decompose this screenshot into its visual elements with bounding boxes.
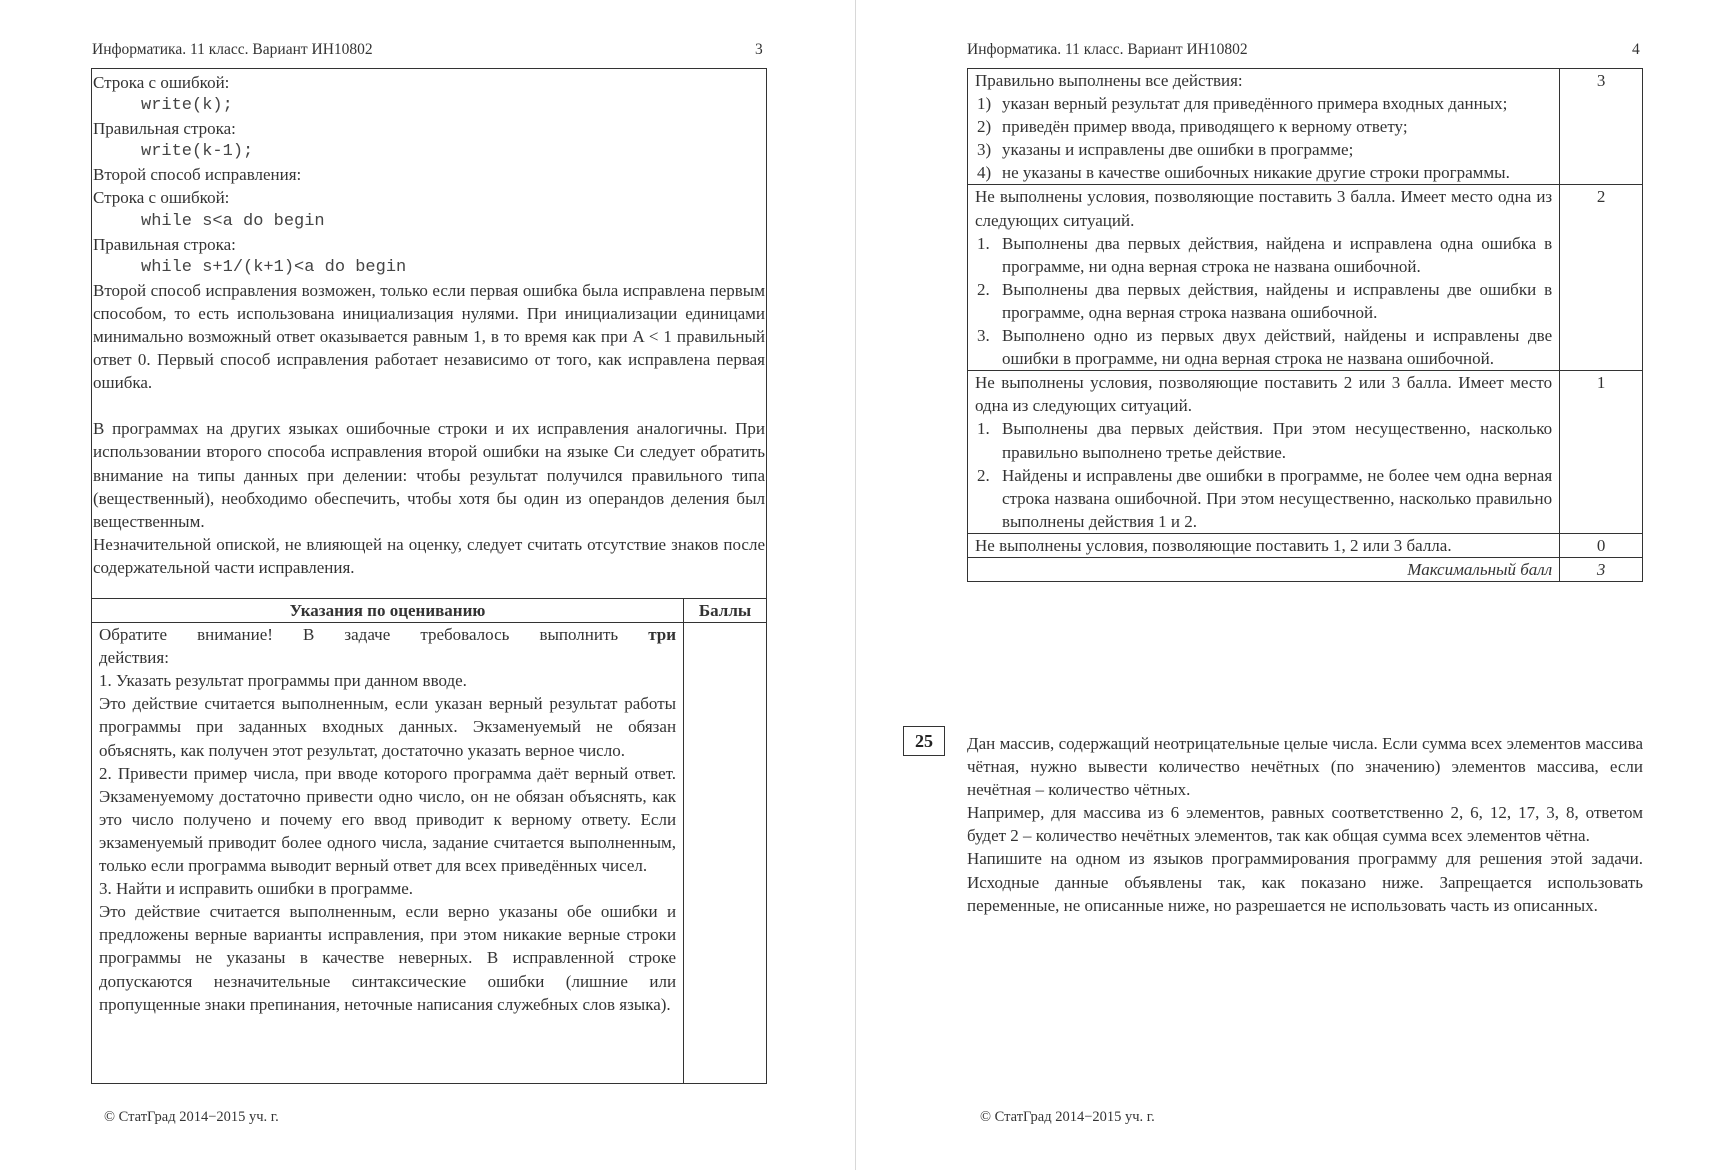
max-score-value: 3 (1560, 557, 1643, 581)
explanation-paragraph: В программах на других языках ошибочные строки и их исправления аналогичны. При использовании второго способа исправления второй ошибки на языке Си следует обратить внимание на типы данных при делении: чтобы результат получился правильного типа (вещественный), необходимо обеспечить, чтобы хотя бы один из операндов деления был вещественным. (93, 419, 765, 531)
score-cell: 1 (1560, 371, 1643, 534)
max-score-label: Максимальный балл (968, 557, 1560, 581)
correct-line-label: Правильная строка: (93, 234, 236, 254)
list-item: 2. Выполнены два первых действия, найдены и исправлены две ошибки в программе, одна верная строка названа ошибочной. (977, 279, 1553, 322)
criteria-intro: Не выполнены условия, позволяющие поставить 2 или 3 балла. Имеет место одна из следующих ситуаций. (975, 373, 1553, 416)
list-item: 1. Выполнены два первых действия. При этом несущественно, насколько правильно выполнено третье действие. (977, 419, 1553, 462)
copyright: © СтатГрад 2014−2015 уч. г. (104, 1109, 279, 1125)
code-line: write(k-1); (141, 142, 254, 162)
explanation-paragraph: Незначительной опиской, не влияющей на оценку, следует считать отсутствие знаков после содержательной части исправления. (93, 534, 765, 577)
task-paragraph: Дан массив, содержащий неотрицательные целые числа. Если сумма всех элементов массива чётная, нужно вывести количество нечётных (по значению) элементов массива, если нечётная – количество чётных. (967, 734, 1643, 800)
step-text: 2. Привести пример числа, при вводе которого программа даёт верный ответ. Экзаменуемому достаточно привести одно число, он не обязан объяснять, как это число получено и почему его ввод приводит к верному ответу. Если экзаменуемый приводит более одного числа, задание считается выполненным, только если программа выводит верный ответ для всех приведённых чисел. (99, 763, 677, 876)
step-text: Это действие считается выполненным, если указан верный результат работы программы при заданных входных данных. Экзаменуемый не обязан объяснять, как получен этот результат, достаточно указать верное число. (99, 694, 677, 760)
code-line: while s+1/(k+1)<a do begin (141, 257, 407, 277)
step-title: 3. Найти и исправить ошибки в программе. (99, 879, 414, 899)
list-item: 4) не указаны в качестве ошибочных никакие другие строки программы. (977, 163, 1510, 183)
right-page (856, 0, 1710, 1170)
criteria-intro: Не выполнены условия, позволяющие поставить 3 балла. Имеет место одна из следующих ситуаций. (975, 187, 1553, 230)
notice-emphasis: три (648, 625, 677, 645)
step-title: 1. Указать результат программы при данном вводе. (99, 671, 467, 691)
running-head: Информатика. 11 класс. Вариант ИН10802 (92, 41, 373, 58)
code-line: write(k); (141, 96, 233, 116)
grading-table (91, 598, 767, 1084)
table-row (968, 69, 1643, 185)
list-item: 3) указаны и исправлены две ошибки в программе; (977, 140, 1354, 160)
error-line-label: Строка с ошибкой: (93, 188, 230, 208)
notice-line: действия: (99, 648, 169, 668)
header-criteria: Указания по оцениванию (92, 599, 684, 623)
list-item: 2. Найдены и исправлены две ошибки в программе, не более чем одна верная строка названа ошибочной. При этом несущественно, насколько правильно выполнены действия 1 и 2. (977, 465, 1553, 531)
solution-box (91, 68, 767, 598)
code-line: while s<a do begin (141, 211, 325, 231)
task-number-badge: 25 (903, 726, 945, 756)
criteria-list (975, 92, 1552, 184)
criteria-list (975, 417, 1552, 532)
table-row (92, 623, 767, 1084)
header-score: Баллы (684, 599, 767, 623)
list-item: 3. Выполнено одно из первых двух действий, найдены и исправлены две ошибки в программе, ни одна верная строка не названа ошибочной. (977, 326, 1553, 369)
notice-text: Обратите внимание! В задаче требовалось выполнить (99, 625, 619, 645)
page-number: 4 (1632, 41, 1640, 58)
table-header-row (92, 599, 767, 623)
table-row (968, 185, 1643, 371)
table-row (968, 371, 1643, 534)
task-paragraph: Например, для массива из 6 элементов, равных соответственно 2, 6, 12, 17, 3, 8, ответом будет 2 – количество нечётных элементов, так как общая сумма всех элементов чётна. (967, 803, 1643, 846)
explanation-paragraph: Второй способ исправления возможен, только если первая ошибка была исправлена первым способом, то есть использована инициализация нулями. При инициализации единицами минимально возможный ответ оказывается равным 1, в то время как при A < 1 правильный ответ 0. Первый способ исправления работает независимо от того, как исправлена первая ошибка. (93, 280, 765, 393)
score-cell: 3 (1560, 69, 1643, 185)
score-cell-empty (684, 623, 767, 1084)
correct-line-label: Правильная строка: (93, 119, 236, 139)
score-cell: 0 (1560, 533, 1643, 557)
error-line-label: Строка с ошибкой: (93, 73, 230, 92)
list-item: 1. Выполнены два первых действия, найдена и исправлена одна ошибка в программе, ни одна верная строка не названа ошибочной. (977, 233, 1553, 276)
list-item: 1) указан верный результат для приведённого примера входных данных; (977, 94, 1508, 114)
task-paragraph: Напишите на одном из языков программирования программу для решения этой задачи. Исходные данные объявлены так, как показано ниже. Запрещается использовать переменные, не описанные ниже, но разрешается не использовать часть из описанных. (967, 849, 1643, 915)
criteria-list (975, 232, 1552, 371)
task-statement (967, 732, 1643, 917)
page-number: 3 (755, 41, 763, 58)
second-method-label: Второй способ исправления: (93, 165, 302, 185)
grading-table (967, 68, 1643, 582)
running-head: Информатика. 11 класс. Вариант ИН10802 (967, 41, 1248, 58)
copyright: © СтатГрад 2014−2015 уч. г. (980, 1109, 1155, 1125)
table-row (968, 533, 1643, 557)
list-item: 2) приведён пример ввода, приводящего к верному ответу; (977, 117, 1408, 137)
step-text: Это действие считается выполненным, если верно указаны обе ошибки и предложены верные варианты исправления, при этом никакие верные строки программы не указаны в качестве неверных. В исправленной строке допускаются незначительные синтаксические ошибки (лишние или пропущенные знаки препинания, неточные написания служебных слов языка). (99, 902, 677, 1014)
criteria-intro: Правильно выполнены все действия: (975, 71, 1243, 90)
criteria-intro: Не выполнены условия, позволяющие поставить 1, 2 или 3 балла. (975, 535, 1452, 555)
criteria-cell (92, 623, 683, 1016)
score-cell: 2 (1560, 185, 1643, 371)
max-score-row (968, 557, 1643, 581)
notice-line (99, 623, 676, 646)
